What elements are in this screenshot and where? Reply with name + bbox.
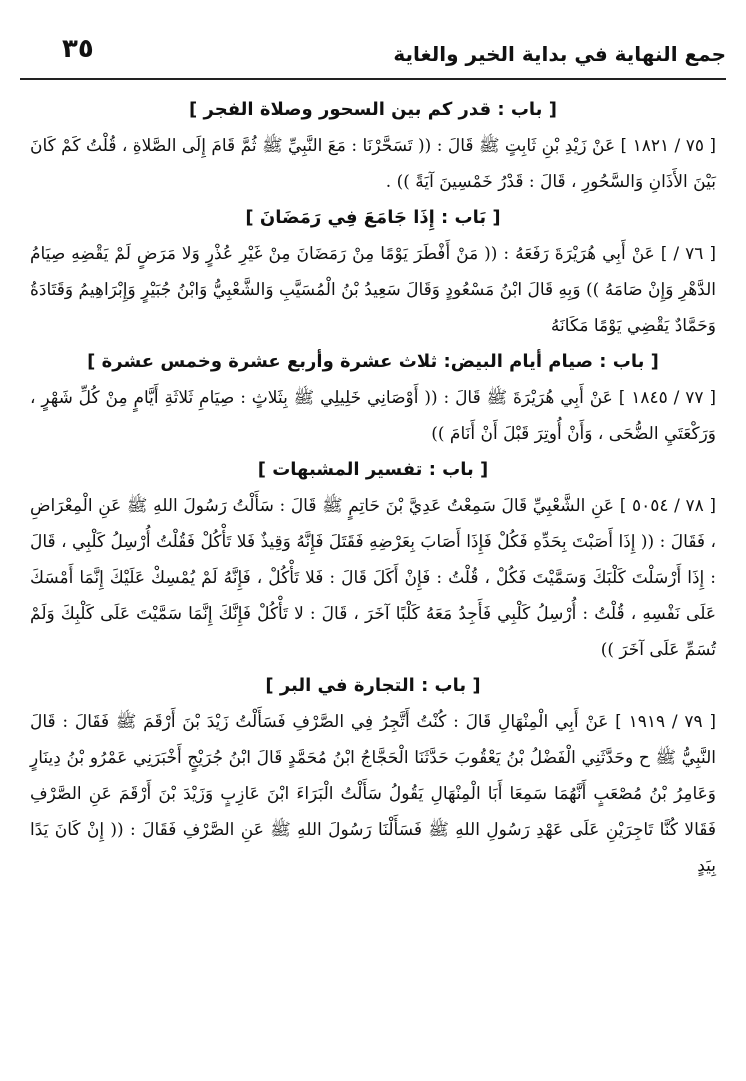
hadith-paragraph — [30, 236, 716, 344]
hadith-text: عَنْ أَبِي هُرَيْرَةَ ﷺ قَالَ : (( أَوْصَانِي خَلِيلِي ﷺ بِثَلاثٍ : صِيَامِ ثَلاثَةِ أَيَّامٍ مِنْ كُلِّ شَهْرٍ ، وَرَكْعَتَيِ الضُّحَى ، وَأَنْ أُوتِرَ قَبْلَ أَنْ أَنَامَ )) — [30, 388, 716, 444]
chapter-heading: [ باب : قدر كم بين السحور وصلاة الفجر ] — [189, 99, 557, 120]
hadith-reference: [ ٧٧ / ١٨٤٥ ] — [618, 388, 716, 408]
chapter-heading: [ بَاب : إِذَا جَامَعَ فِي رَمَضَانَ ] — [245, 207, 501, 228]
hadith-text: عَنِ الشَّعْبِيِّ قَالَ سَمِعْتُ عَدِيَّ بْنَ حَاتِمٍ ﷺ قَالَ : سَأَلْتُ رَسُولَ اللهِ ﷺ عَنِ الْمِعْرَاضِ ، فَقَالَ : (( إِذَا أَصَبْتَ بِحَدِّهِ فَكُلْ فَإِذَا أَصَابَ بِعَرْضِهِ فَقَتَلَ فَإِنَّهُ وَقِيذٌ فَلا تَأْكُلْ فَقُلْتُ أُرْسِلُ كَلْبِي ، قَالَ : إِذَا أَرْسَلْتَ كَلْبَكَ وَسَمَّيْتَ فَكُلْ ، قُلْتُ : فَإِنْ أَكَلَ قَالَ : فَلا تَأْكُلْ ، فَإِنَّهُ لَمْ يُمْسِكْ عَلَيْكَ إِنَّمَا أَمْسَكَ عَلَى نَفْسِهِ ، قُلْتُ : أُرْسِلُ كَلْبِي فَأَجِدُ مَعَهُ كَلْبًا آخَرَ ، قَالَ : لا تَأْكُلْ فَإِنَّكَ إِنَّمَا سَمَّيْتَ عَلَى كَلْبِكَ وَلَمْ تُسَمِّ عَلَى آخَرَ )) — [30, 496, 716, 660]
page-body — [30, 92, 716, 884]
hadith-reference: [ ٧٦ / ] — [660, 244, 716, 264]
running-title: جمع النهاية في بداية الخير والغاية — [393, 42, 726, 66]
chapter-heading: [ باب : تفسير المشبهات ] — [257, 459, 489, 480]
hadith-paragraph — [30, 704, 716, 884]
hadith-paragraph — [30, 380, 716, 452]
hadith-reference: [ ٧٥ / ١٨٢١ ] — [620, 136, 717, 156]
hadith-text: عَنْ أَبِي الْمِنْهَالِ قَالَ : كُنْتُ أَتَّجِرُ فِي الصَّرْفِ فَسَأَلْتُ زَيْدَ بْنَ أَرْقَمَ ﷺ فَقَالَ : قَالَ النَّبِيُّ ﷺ ح وحَدَّثَنِي الْفَضْلُ بْنُ يَعْقُوبَ حَدَّثَنَا الْحَجَّاجُ ابْنُ مُحَمَّدٍ قَالَ ابْنُ جُرَيْجٍ أَخْبَرَنِي عَمْرُو بْنُ دِينَارٍ وَعَامِرُ بْنُ مُصْعَبٍ أَنَّهُمَا سَمِعَا أَبَا الْمِنْهَالِ يَقُولُ سَأَلْتُ الْبَرَاءَ ابْنَ عَازِبٍ وَزَيْدَ بْنَ أَرْقَمَ عَنِ الصَّرْفِ فَقَالا كُنَّا تَاجِرَيْنِ عَلَى عَهْدِ رَسُولِ اللهِ ﷺ فَسَأَلْنَا رَسُولَ اللهِ ﷺ عَنِ الصَّرْفِ فَقَالَ : (( إِنْ كَانَ يَدًا بِيَدٍ — [30, 712, 716, 876]
hadith-text: عَنْ أَبِي هُرَيْرَةَ رَفَعَهُ : (( مَنْ أَفْطَرَ يَوْمًا مِنْ رَمَضَانَ مِنْ غَيْرِ عُذْرٍ وَلا مَرَضٍ لَمْ يَقْضِهِ صِيَامُ الدَّهْرِ وَإِنْ صَامَهُ )) وَبِهِ قَالَ ابْنُ مَسْعُودٍ وَقَالَ سَعِيدُ بْنُ الْمُسَيَّبِ وَالشَّعْبِيُّ وَابْنُ جُبَيْرٍ وَإِبْرَاهِيمُ وَقَتَادَةُ وَحَمَّادٌ يَقْضِي يَوْمًا مَكَانَهُ — [30, 244, 716, 336]
hadith-paragraph — [30, 488, 716, 668]
page-header — [20, 28, 726, 80]
hadith-reference: [ ٧٩ / ١٩١٩ ] — [615, 712, 716, 732]
hadith-text: عَنْ زَيْدِ بْنِ ثَابِتٍ ﷺ قَالَ : (( تَسَحَّرْنَا : مَعَ النَّبِيِّ ﷺ ثُمَّ قَامَ إِلَى الصَّلاةِ ، قُلْتُ كَمْ كَانَ بَيْنَ الأَذَانِ وَالسَّحُورِ ، قَالَ : قَدْرُ خَمْسِينَ آيَةً )) . — [30, 136, 716, 192]
page-number: ٣٥ — [62, 34, 94, 64]
chapter-heading: [ باب : صيام أيام البيض: ثلاث عشرة وأربع عشرة وخمس عشرة ] — [87, 351, 659, 372]
chapter-heading: [ باب : التجارة في البر ] — [265, 675, 481, 696]
hadith-reference: [ ٧٨ / ٥٠٥٤ ] — [619, 496, 716, 516]
hadith-paragraph — [30, 128, 716, 200]
